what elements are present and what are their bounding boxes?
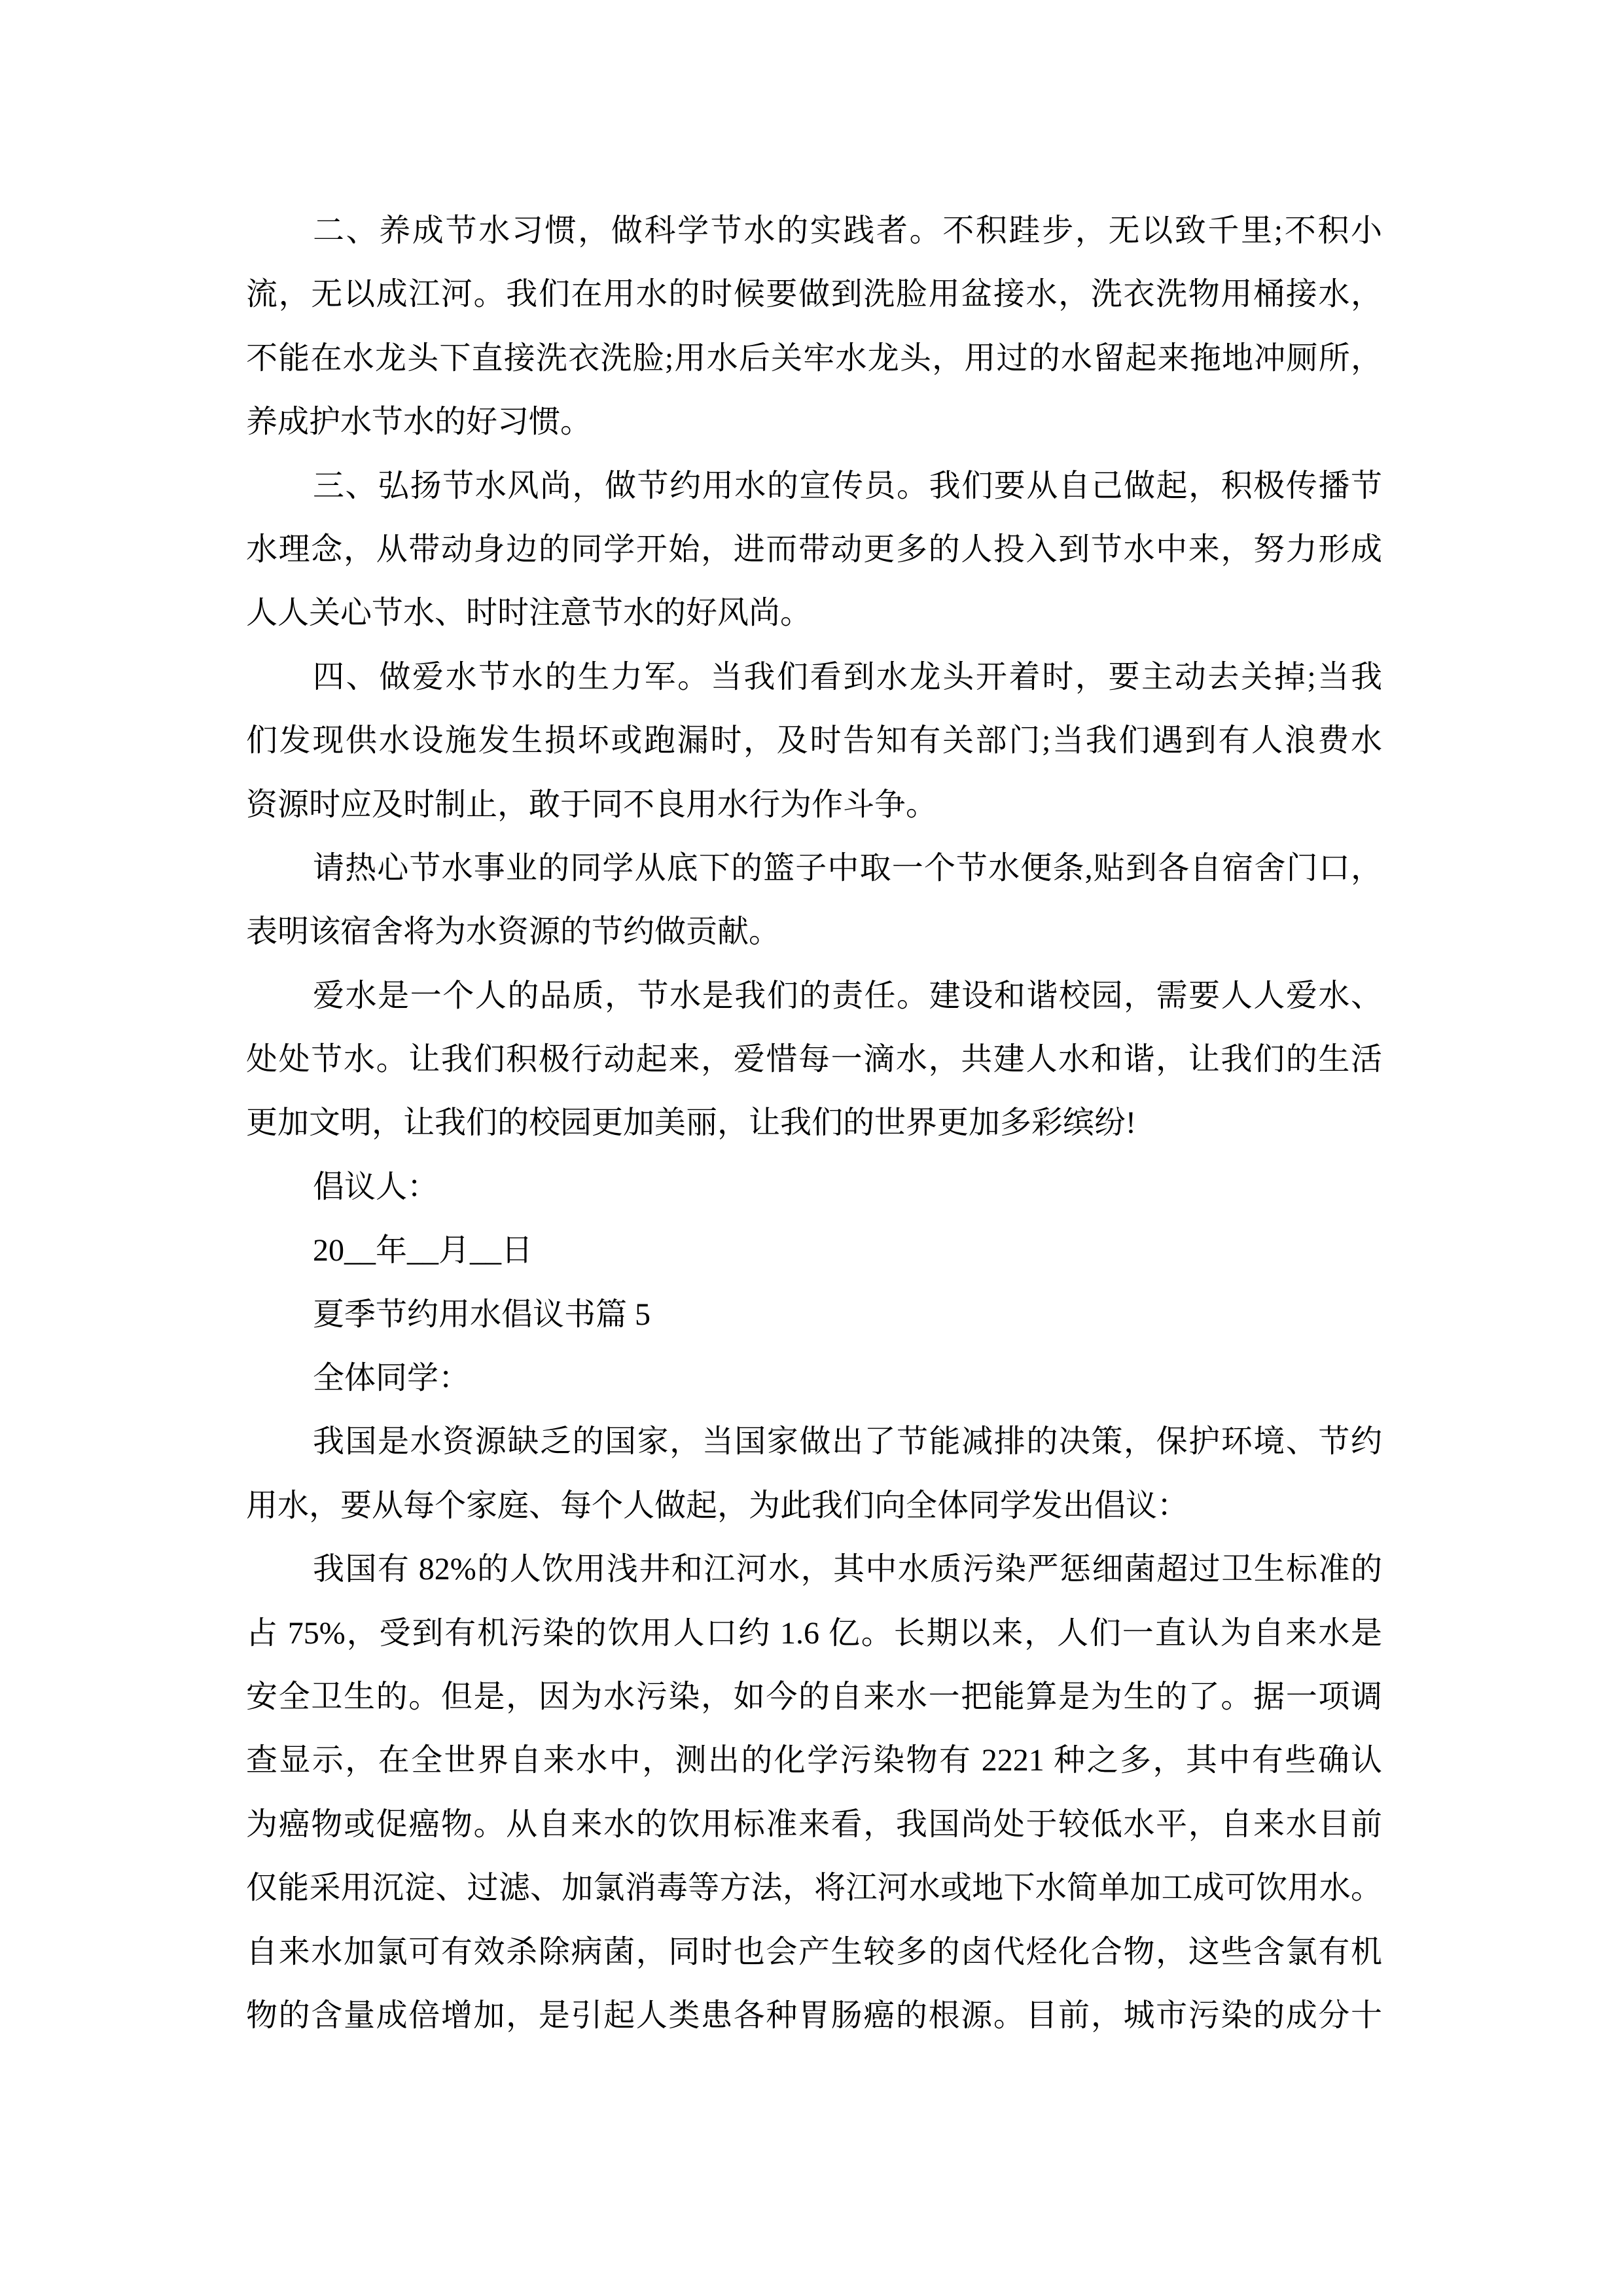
text-line: 请热心节水事业的同学从底下的篮子中取一个节水便条,贴到各自宿舍门口， xyxy=(313,850,1382,886)
text-line: 仅能采用沉淀、过滤、加氯消毒等方法，将江河水或地下水简单加工成可饮用水。 xyxy=(246,1871,1382,1906)
text-line: 流，无以成江河。我们在用水的时候要做到洗脸用盆接水，洗衣洗物用桶接水， xyxy=(246,277,1382,312)
document-body xyxy=(246,199,1382,2047)
text-line: 资源时应及时制止，敢于同不良用水行为作斗争。 xyxy=(246,787,938,822)
text-line: 物的含量成倍增加，是引起人类患各种胃肠癌的根源。目前，城市污染的成分十 xyxy=(246,1998,1382,2033)
text-line: 倡议人： xyxy=(313,1169,439,1204)
signature-label xyxy=(246,1155,1382,1219)
text-line: 人人关心节水、时时注意节水的好风尚。 xyxy=(246,596,812,631)
text-line: 为癌物或促癌物。从自来水的饮用标准来看，我国尚处于较低水平，自来水目前 xyxy=(246,1806,1382,1842)
text-line: 四、做爱水节水的生力军。当我们看到水龙头开着时，要主动去关掉;当我 xyxy=(313,659,1382,694)
text-line: 处处节水。让我们积极行动起来，爱惜每一滴水，共建人水和谐，让我们的生活 xyxy=(246,1042,1382,1077)
paragraph-promote-water-saving xyxy=(246,454,1382,645)
text-line: 水理念，从带动身边的同学开始，进而带动更多的人投入到节水中来，努力形成 xyxy=(246,531,1382,567)
paragraph-closing-appeal xyxy=(246,964,1382,1155)
text-line: 们发现供水设施发生损坏或跑漏时，及时告知有关部门;当我们遇到有人浪费水 xyxy=(246,723,1382,759)
text-line: 爱水是一个人的品质，节水是我们的责任。建设和谐校园，需要人人爱水、 xyxy=(313,978,1382,1013)
paragraph-water-guardians xyxy=(246,645,1382,836)
text-line: 三、弘扬节水风尚，做节约用水的宣传员。我们要从自己做起，积极传播节 xyxy=(313,468,1382,503)
text-line: 20__年__月__日 xyxy=(313,1233,533,1268)
text-line: 我国有 82%的人饮用浅井和江河水，其中水质污染严惩细菌超过卫生标准的 xyxy=(313,1552,1382,1587)
text-line: 夏季节约用水倡议书篇 5 xyxy=(313,1297,651,1332)
text-line: 全体同学： xyxy=(313,1361,471,1396)
date-line xyxy=(246,1219,1382,1282)
text-line: 二、养成节水习惯，做科学节水的实践者。不积跬步，无以致千里;不积小 xyxy=(313,213,1382,248)
text-line: 不能在水龙头下直接洗衣洗脸;用水后关牢水龙头，用过的水留起来拖地冲厕所， xyxy=(246,340,1382,376)
text-line: 养成护水节水的好习惯。 xyxy=(246,404,592,440)
text-line: 表明该宿舍将为水资源的节约做贡献。 xyxy=(246,914,781,950)
text-line: 更加文明，让我们的校园更加美丽，让我们的世界更加多彩缤纷! xyxy=(246,1105,1136,1141)
text-line: 用水，要从每个家庭、每个人做起，为此我们向全体同学发出倡议： xyxy=(246,1488,1189,1523)
paragraph-water-saving-habits xyxy=(246,199,1382,454)
text-line: 我国是水资源缺乏的国家，当国家做出了节能减排的决策，保护环境、节约 xyxy=(313,1424,1382,1460)
paragraph-introduction xyxy=(246,1410,1382,1537)
text-line: 占 75%，受到有机污染的饮用人口约 1.6 亿。长期以来，人们一直认为自来水是 xyxy=(246,1615,1382,1651)
text-line: 自来水加氯可有效杀除病菌，同时也会产生较多的卤代烃化合物，这些含氯有机 xyxy=(246,1934,1382,1969)
salutation xyxy=(246,1346,1382,1410)
text-line: 查显示，在全世界自来水中，测出的化学污染物有 2221 种之多，其中有些确认 xyxy=(246,1743,1382,1778)
paragraph-basket-note xyxy=(246,836,1382,964)
section-heading xyxy=(246,1283,1382,1346)
paragraph-water-pollution xyxy=(246,1537,1382,2047)
text-line: 安全卫生的。但是，因为水污染，如今的自来水一把能算是为生的了。据一项调 xyxy=(246,1679,1382,1714)
